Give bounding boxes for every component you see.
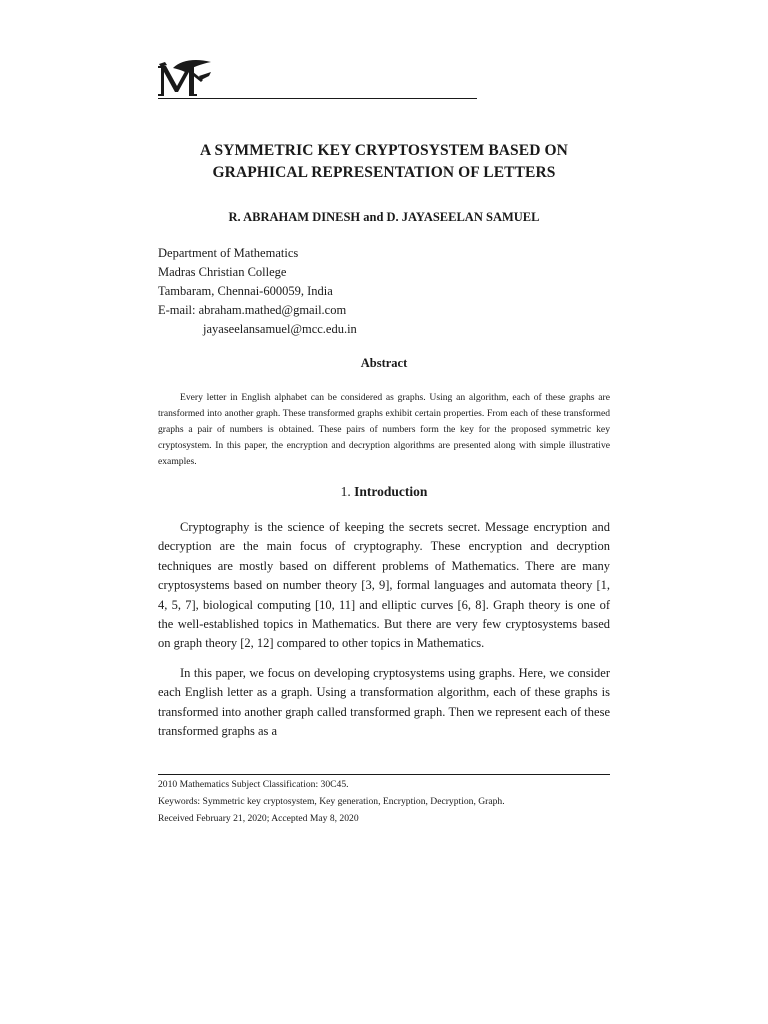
journal-logo-icon [155, 58, 215, 98]
paper-title [158, 140, 610, 184]
authors: R. ABRAHAM DINESH and D. JAYASEELAN SAMUEL [228, 210, 540, 224]
paragraph-2: In this paper, we focus on developing cryptosystems using graphs. Here, we consider each English letter as a graph. Using a transformation algorithm, each of these graphs is transformed into another graph called transformed graph. Then we represent each of these transformed graphs as a [158, 665, 610, 739]
section-heading [158, 484, 610, 500]
body-text [158, 518, 610, 751]
section-title: Introduction [354, 484, 428, 499]
paragraph-1: Cryptography is the science of keeping the secrets secret. Message encryption and decryption are the main focus of cryptography. These encryption and decryption techniques are mostly based on different problems of Mathematics. There are many cryptosystems based on number theory [3, 9], formal languages and automata theory [1, 4, 5, 7], biological computing [10, 11] and elliptic curves [6, 8]. Graph theory is one of the well-established topics in Mathematics. But there are very few cryptosystems based on graph theory [2, 12] compared to other topics in Mathematics. [158, 520, 610, 651]
header-rule [158, 98, 477, 99]
classification: 2010 Mathematics Subject Classification: 30C45. [158, 779, 349, 790]
affiliation-block [158, 244, 357, 339]
college: Madras Christian College [158, 265, 287, 279]
address: Tambaram, Chennai-600059, India [158, 284, 333, 298]
received-date: Received February 21, 2020; Accepted May 8, 2020 [158, 813, 359, 824]
title-line-2: GRAPHICAL REPRESENTATION OF LETTERS [212, 164, 556, 181]
abstract-heading: Abstract [360, 356, 408, 370]
email-2: jayaseelansamuel@mcc.edu.in [203, 322, 357, 336]
keywords: Keywords: Symmetric key cryptosystem, Key generation, Encryption, Decryption, Graph. [158, 796, 505, 807]
abstract-text: Every letter in English alphabet can be considered as graphs. Using an algorithm, each of these graphs are transformed into another graph. These transformed graphs exhibit certain properties. From each of these transformed graphs a pair of numbers is obtained. These pairs of numbers form the key for the proposed symmetric key cryptosystem. In this paper, the encryption and decryption algorithms are presented along with simple illustrative examples. [158, 392, 610, 467]
title-line-1: A SYMMETRIC KEY CRYPTOSYSTEM BASED ON [200, 142, 568, 159]
section-number: 1. [340, 484, 351, 499]
department: Department of Mathematics [158, 246, 299, 260]
footnotes [158, 776, 505, 827]
footnote-rule [158, 774, 610, 775]
email-1: E-mail: abraham.mathed@gmail.com [158, 303, 347, 317]
